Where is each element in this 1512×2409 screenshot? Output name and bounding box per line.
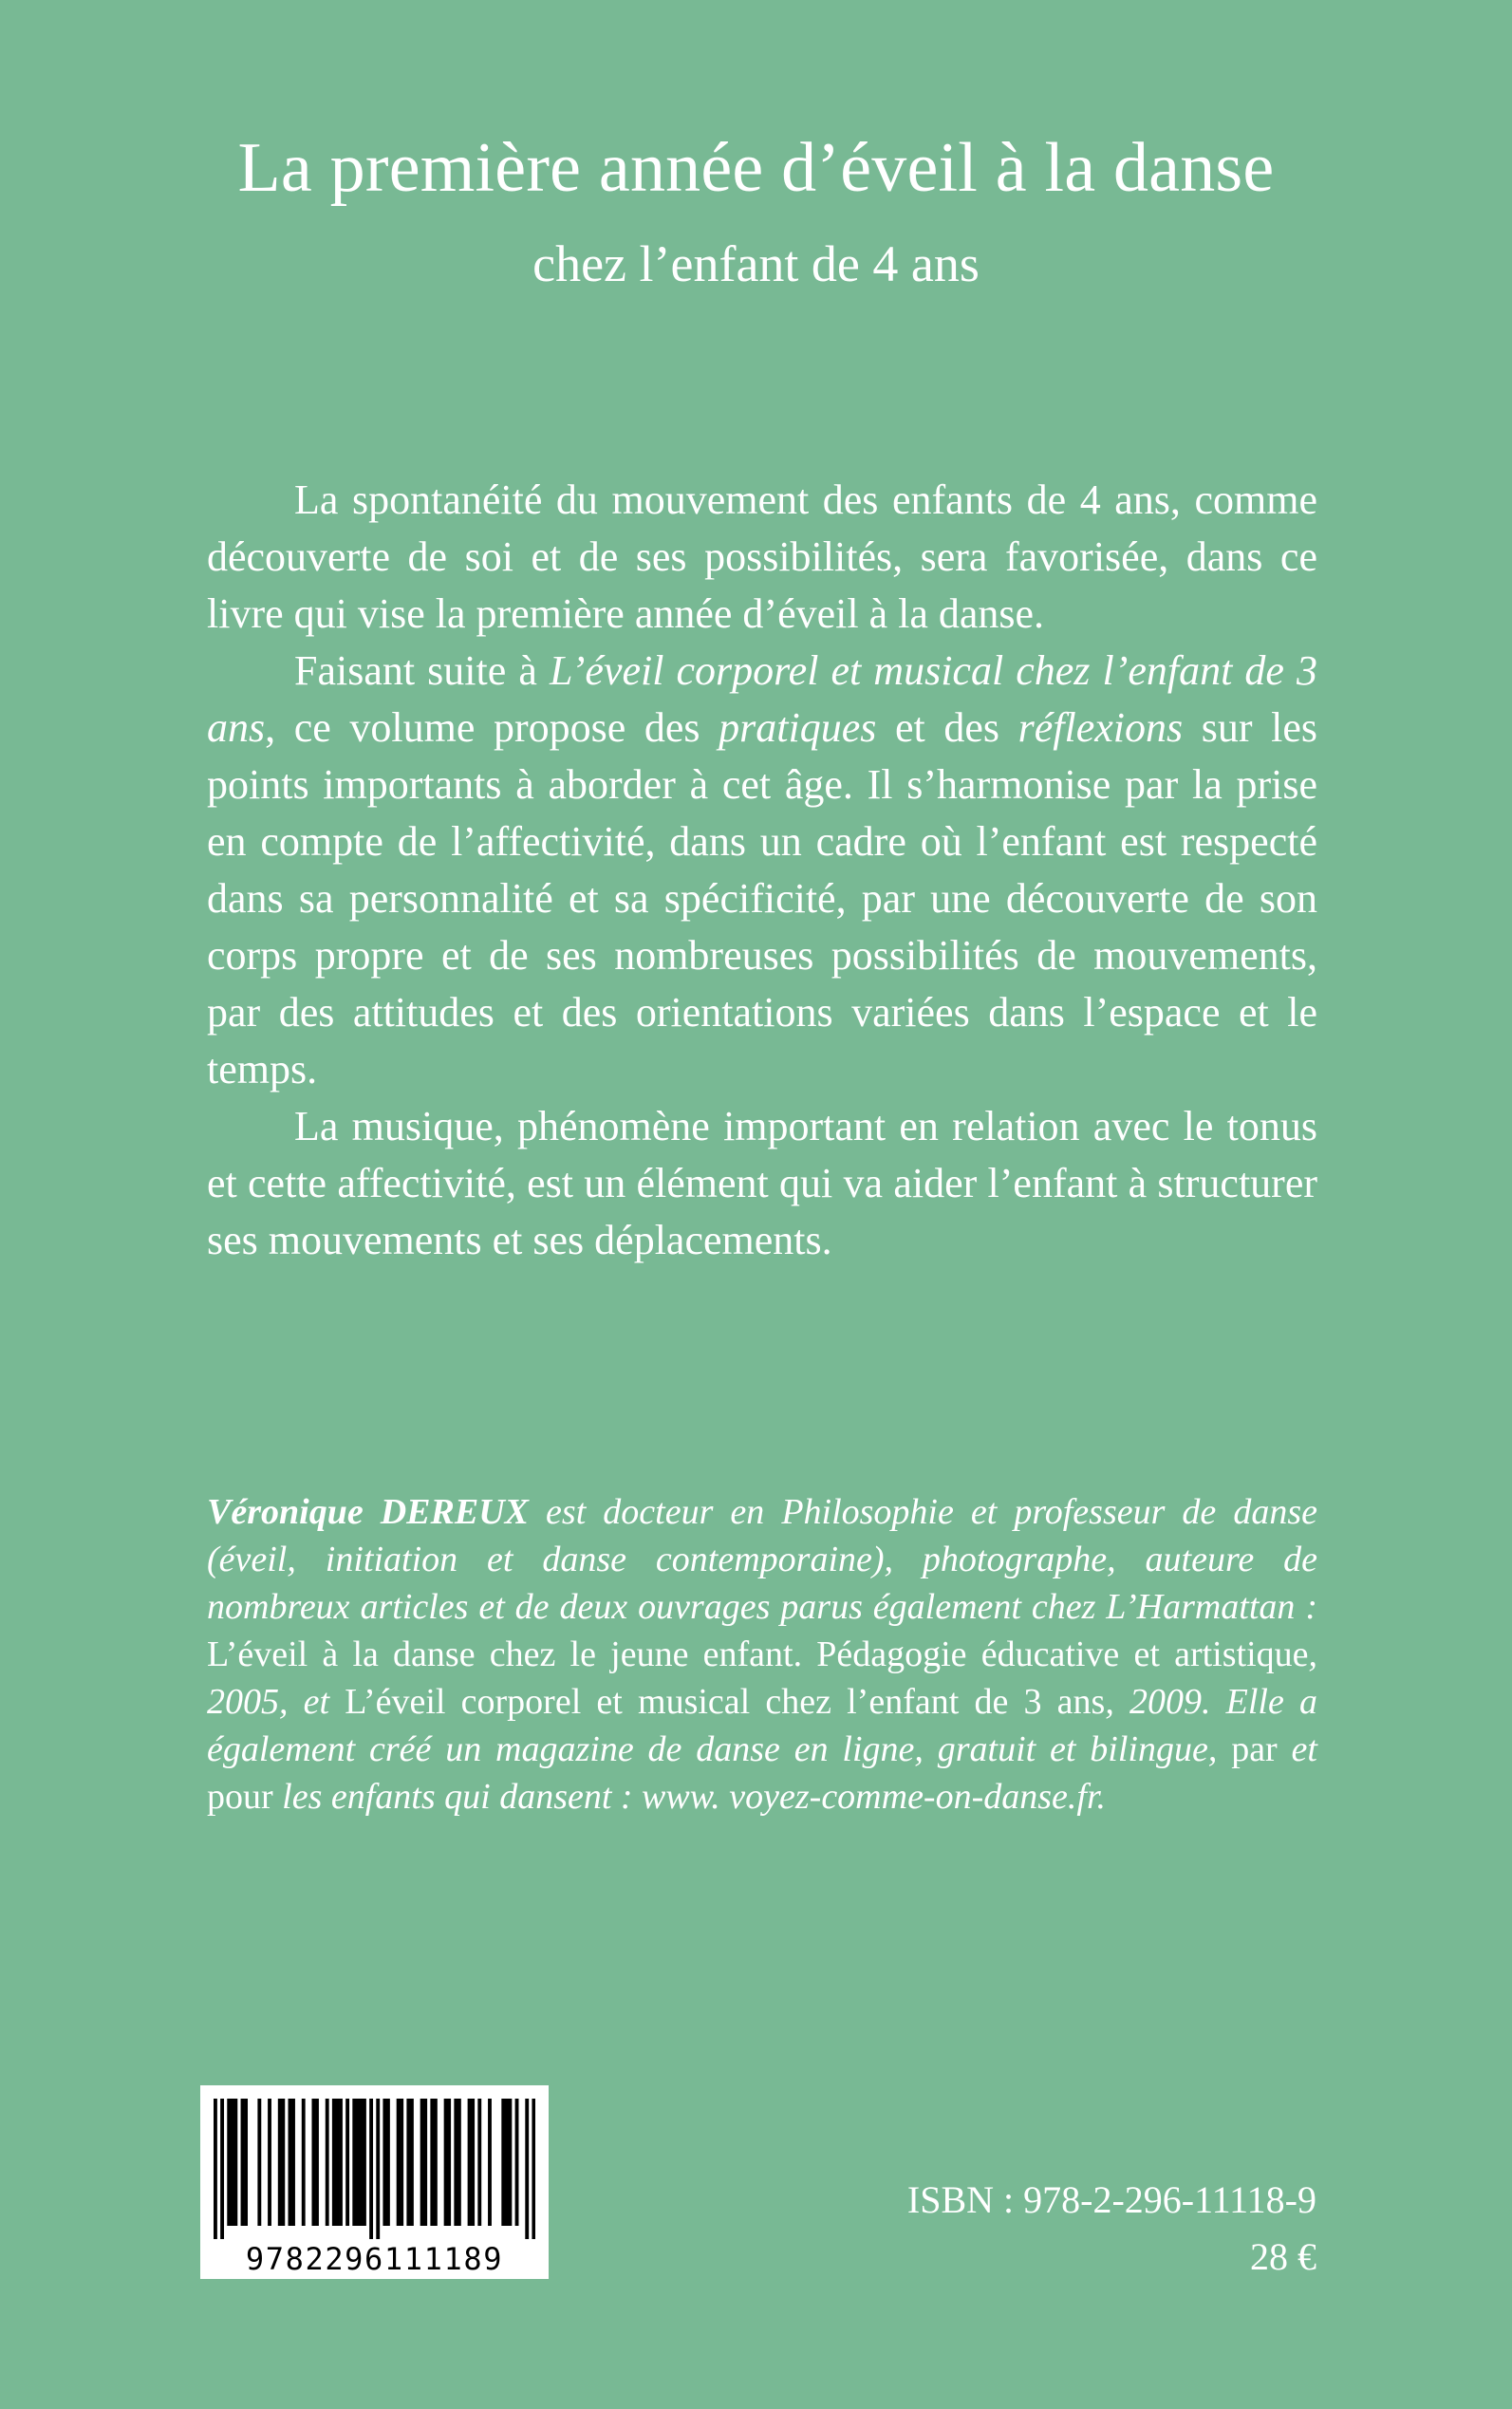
isbn-number: ISBN : 978-2-296-11118-9 [906,2178,1316,2221]
barcode-bar [383,2099,386,2226]
blurb-text: sur les points importants à aborder à cet âge. Il s’harmonise par la prise en compte de l’affectivité, dans un cadre où l’enfant est respecté dans sa personnalité et sa spécificité, par une découverte de son corps propre et de ses nombreuses possibilités de mouvements, par des attitudes et des orientations variées dans l’espace et le temps. [207,704,1318,1092]
barcode-bar [281,2099,285,2226]
bio-text: , 2009. Elle a également créé un magazine de danse en ligne, gratuit et bilingue, [207,1682,1317,1769]
barcode-bar [356,2099,360,2226]
barcode-digits: 9782296111189 [245,2241,504,2277]
barcode-bar [386,2099,390,2226]
blurb-paragraph-1: La spontanéité du mouvement des enfants de 4 ans, comme découverte de soi et de ses possibilités, sera favorisée, dans ce livre qui vise la première année d’éveil à la danse. [207,476,1317,637]
barcode-bar [345,2099,349,2226]
barcode-bar [289,2099,292,2226]
barcode-bar [477,2099,481,2226]
barcode-bar [508,2099,512,2226]
barcode-bar [332,2099,336,2226]
barcode-bar [376,2099,380,2239]
bio-text: , 2005, et [207,1634,1317,1722]
bio-book-title-2: L’éveil corporel et musical chez l’enfant de 3 ans [345,1682,1106,1722]
isbn-barcode [200,2085,549,2279]
referenced-book-title: L’éveil corporel et musical chez l’enfant de 3 ans [207,647,1318,751]
barcode-bar [326,2099,329,2226]
blurb-text: et des [876,704,1018,751]
barcode-bar [397,2099,401,2226]
barcode-bar [454,2099,457,2226]
barcode-bar [339,2099,343,2226]
barcode-bar [505,2099,509,2226]
barcode-bar [434,2099,438,2226]
bio-word-par: par [1231,1729,1278,1769]
barcode-bar [515,2099,519,2226]
bio-word-pour: pour [207,1777,273,1817]
author-bio [207,1488,1317,1821]
barcode-bar [488,2099,492,2226]
barcode-bar [257,2099,261,2226]
barcode-bar [532,2099,535,2239]
barcode-bar [278,2099,282,2226]
bio-book-title-1: L’éveil à la danse chez le jeune enfant. Pédagogie éducative et artistique [207,1634,1309,1674]
barcode-bar [447,2099,451,2226]
barcode-bar [410,2099,414,2226]
barcode-bar [291,2099,295,2226]
barcode-bar [423,2099,427,2226]
barcode-bar [268,2099,271,2226]
barcode-bar [420,2099,424,2226]
price: 28 € [1250,2235,1316,2278]
blurb-text: , ce volume propose des [265,704,719,751]
barcode-bar [352,2099,356,2226]
barcode-bar [468,2099,472,2226]
back-cover-blurb [207,472,1317,1269]
barcode-bar [302,2099,306,2226]
blurb-paragraph-2 [207,643,1317,1098]
barcode-bar [241,2099,245,2226]
author-name: Véronique DEREUX [207,1492,529,1532]
barcode-bars [214,2099,535,2239]
barcode-bar [231,2099,234,2226]
barcode-bar [501,2099,505,2226]
emphasis-reflexions: réflexions [1017,704,1184,751]
barcode-bar [369,2099,373,2239]
barcode-bar [471,2099,475,2226]
barcode-bar [311,2099,315,2226]
barcode-bar [315,2099,319,2226]
blurb-paragraph-3: La musique, phénomène important en relation avec le tonus et cette affectivité, est un élément qui va aider l’enfant à structurer ses mouvements et ses déplacements. [207,1103,1317,1263]
barcode-bar [335,2099,339,2226]
author-bio-paragraph [207,1488,1317,1821]
barcode-bar [244,2099,248,2226]
emphasis-pratiques: pratiques [719,704,877,751]
barcode-bar [220,2099,224,2239]
barcode-bar [457,2099,461,2226]
book-subtitle: chez l’enfant de 4 ans [532,235,980,292]
barcode-bar [430,2099,434,2226]
barcode-bar [359,2099,363,2226]
barcode-bar [233,2099,237,2226]
book-title: La première année d’éveil à la danse [237,129,1275,207]
bio-text: les enfants qui dansent : www. voyez-comme-on-danse.fr. [272,1777,1107,1817]
barcode-bar [214,2099,217,2239]
barcode-bar [400,2099,403,2226]
barcode-bar [525,2099,529,2239]
barcode-bar [444,2099,448,2226]
blurb-text: Faisant suite à [294,647,550,694]
bio-text: est docteur en Philosophie et professeur de danse (éveil, initiation et danse contemporaine), photographe, auteure de nombreux articles et de deux ouvrages parus également chez L’Harmattan : [207,1492,1317,1627]
bio-text: et [1277,1729,1317,1769]
barcode-bar [363,2099,366,2226]
barcode-bar [406,2099,410,2226]
barcode-bar [227,2099,231,2226]
